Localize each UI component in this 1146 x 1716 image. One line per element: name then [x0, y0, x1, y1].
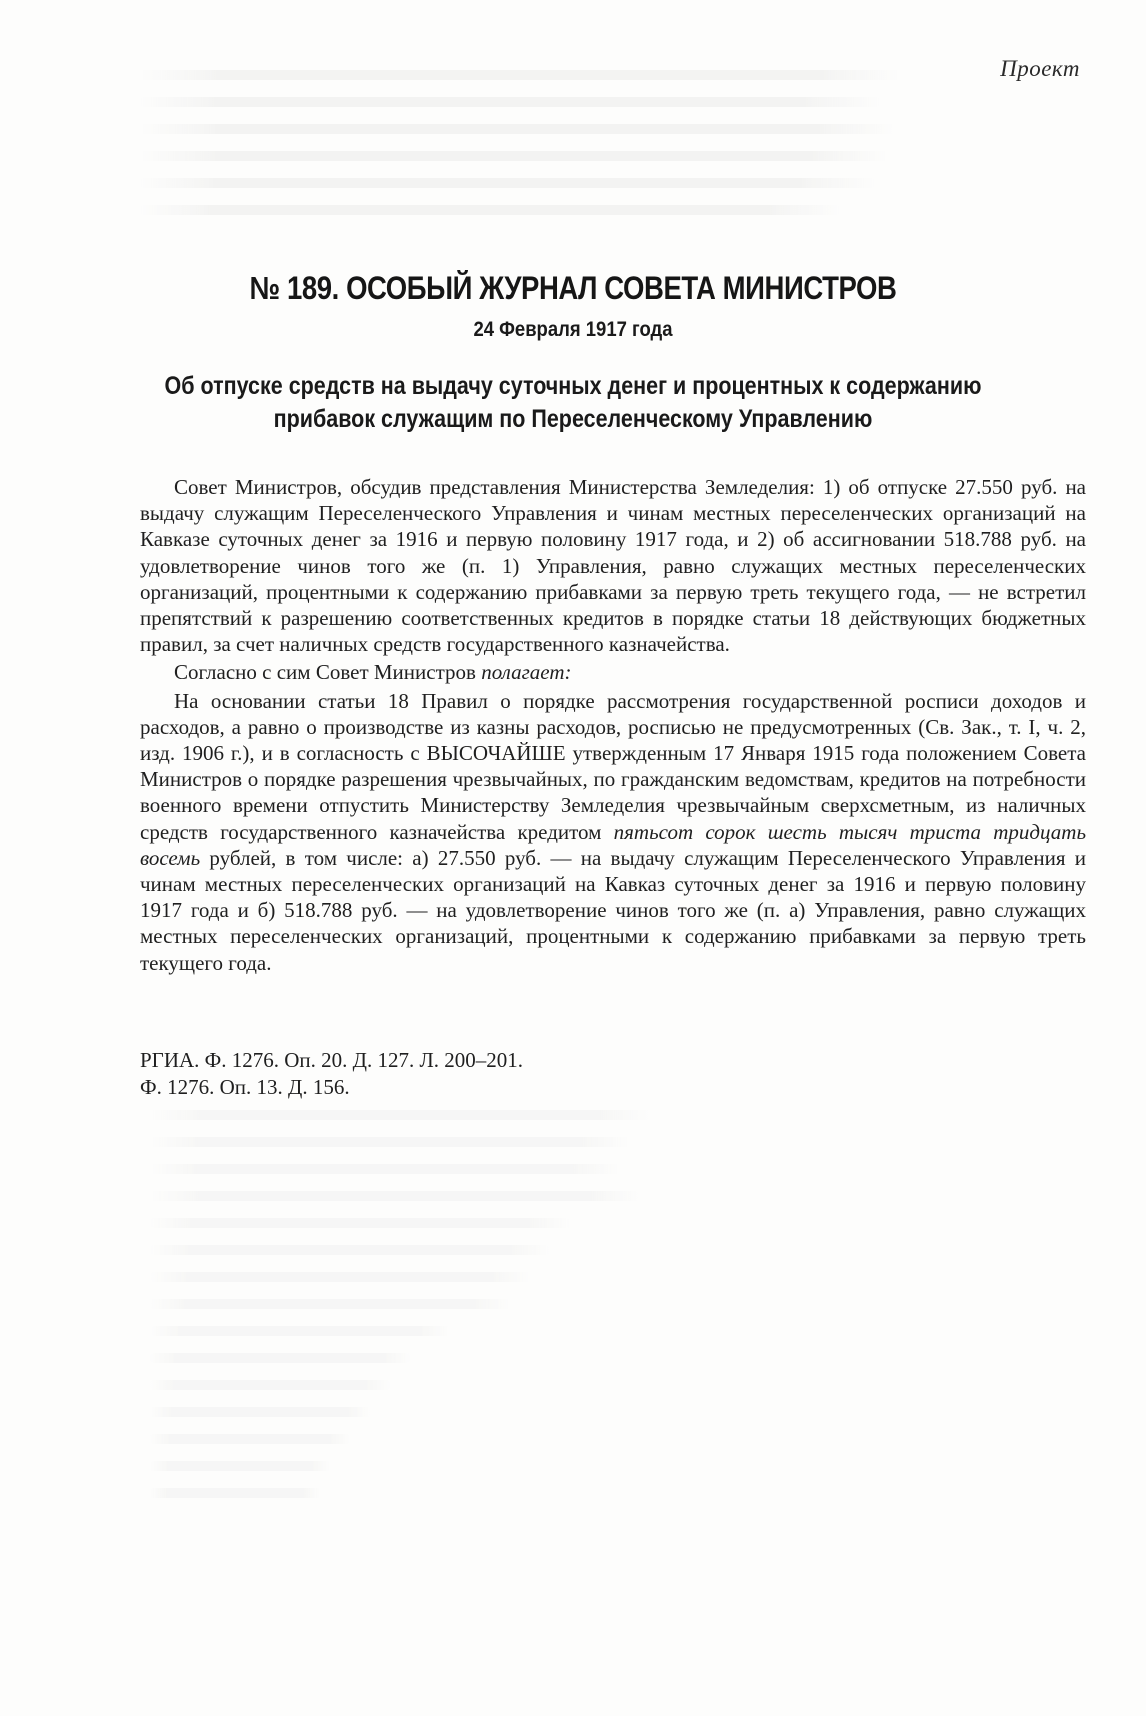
resolution-text-part2: рублей, в том числе: а) 27.550 руб. — на выдачу служащим Переселенческого Управления и чинам местных переселенческих организаций на Кавказ суточных денег за 1916 и первую половину 1917 года и б) 518.788 руб. — на удовлетворение чинов того же (п. а) Управления, равно служащих местных переселенческих организаций, процентными к содержанию прибавками за первую треть текущего года.: [140, 845, 1086, 975]
archive-reference-line-1: РГИА. Ф. 1276. Оп. 20. Д. 127. Л. 200–201.: [140, 1048, 523, 1072]
document-title: № 189. ОСОБЫЙ ЖУРНАЛ СОВЕТА МИНИСТРОВ: [249, 270, 897, 306]
draft-stamp: Проект: [1000, 56, 1080, 81]
resolution-intro-text: Согласно с сим Совет Министров: [174, 660, 482, 685]
bleed-through-top: [140, 70, 910, 232]
archive-reference: [140, 1047, 523, 1101]
resolution-amount-words: пятьсот сорок шесть тысяч триста тридцать восемь: [140, 819, 1086, 870]
resolution-text-part1: На основании статьи 18 Правил о порядке рассмотрения государственной росписи доходов и расходов, а равно о производстве из казны расходов, росписью не предусмотренных (Св. Зак., т. I, ч. 2, изд. 1906 г.), и в согласность с ВЫСОЧАЙШЕ утвержденным 17 Января 1915 года положением Совета Министров о порядке разрешения чрезвычайных, по гражданским ведомствам, кредитов на потребности военного времени отпустить Министерству Земледелия чрезвычайным сверхсметным, из наличных средств государственного казначейства кредитом: [140, 688, 1086, 844]
document-subject: [80, 370, 1066, 436]
paragraph-resolution-intro: [140, 659, 1086, 685]
paragraph-preamble: Совет Министров, обсудив представления Министерства Земледелия: 1) об отпуске 27.550 руб. на выдачу служащим Переселенческого Управления и чинам местных переселенческих организаций на Кавказе суточных денег за 1916 и первую половину 1917 года, и 2) об ассигновании 518.788 руб. на удовлетворение чинов того же (п. 1) Управления, равно служащих местных переселенческих организаций, процентными к содержанию прибавками за первую треть текущего года, — не встретил препятствий к разрешению соответственных кредитов в порядке статьи 18 действующих бюджетных правил, за счет наличных средств государственного казначейства.: [140, 475, 1086, 657]
paragraph-resolution: [140, 688, 1086, 976]
document-date: 24 Февраля 1917 года: [473, 318, 673, 341]
archive-reference-line-2: Ф. 1276. Оп. 13. Д. 156.: [140, 1075, 350, 1099]
subject-line-1: Об отпуске средств на выдачу суточных денег и процентных к содержанию: [164, 372, 982, 400]
subject-line-2: прибавок служащим по Переселенческому Управлению: [273, 405, 873, 433]
resolution-intro-emphasis: полагает:: [481, 660, 572, 685]
document-body: [140, 474, 1086, 976]
bleed-through-bottom: [150, 1110, 670, 1515]
